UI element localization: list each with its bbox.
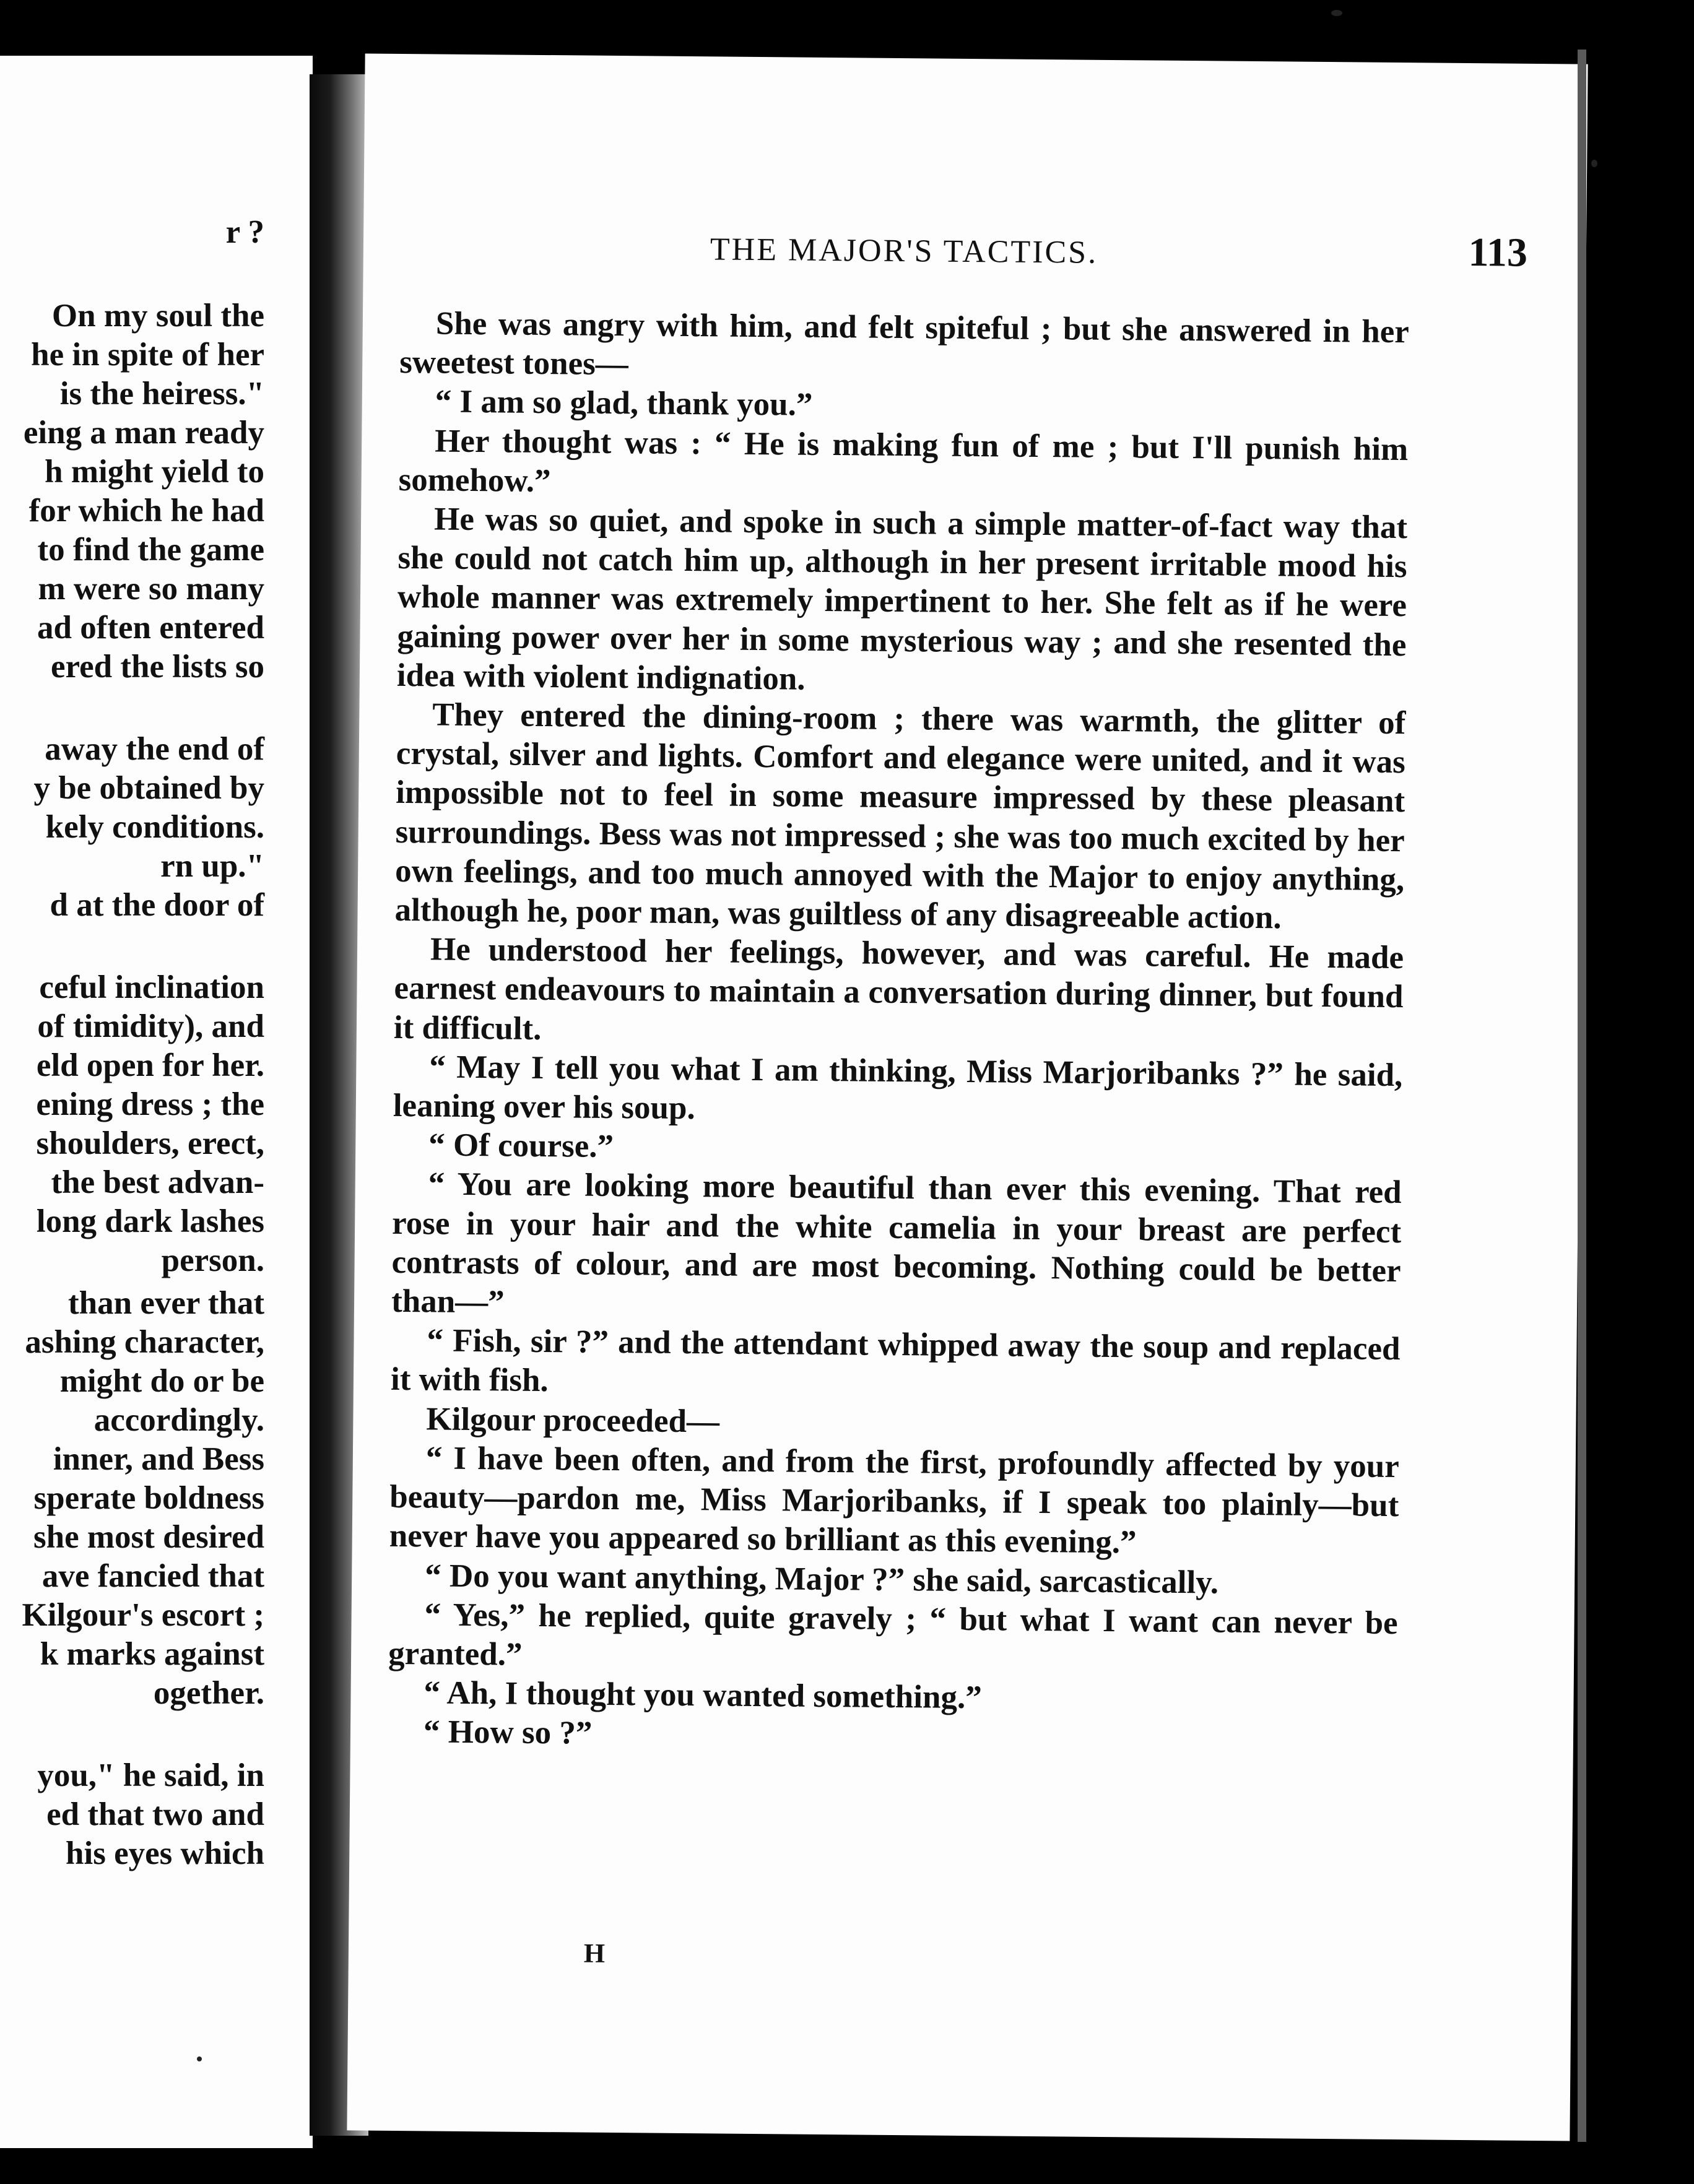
- left-page-line: ave fancied that: [41, 1558, 264, 1594]
- paragraph: “ How so ?”: [423, 1714, 593, 1752]
- paragraph: He understood her feelings, however, and was careful. He made earnest endeavours to maintain a conversation during dinner, but found it difficult.: [393, 931, 1404, 1047]
- left-page-line: eing a man ready: [23, 415, 264, 451]
- left-page-line: is the heiress.": [59, 376, 264, 412]
- left-page-line: rn up.": [160, 848, 264, 884]
- left-page-line: might do or be: [59, 1363, 264, 1399]
- left-page-line: inner, and Bess: [53, 1441, 264, 1477]
- left-page-line: ered the lists so: [51, 649, 264, 685]
- left-page-line: ening dress ; the: [36, 1086, 264, 1122]
- left-page-line: ceful inclination: [39, 969, 264, 1005]
- left-page-line: the best advan-: [51, 1164, 264, 1200]
- paragraph: “ I am so glad, thank you.”: [435, 383, 813, 423]
- left-page-line: of timidity), and: [37, 1008, 264, 1044]
- left-page-line: she most desired: [33, 1519, 264, 1555]
- paragraph: She was angry with him, and felt spiteful ; but she answered in her sweetest tones—: [399, 305, 1410, 383]
- left-page-line: to find the game: [37, 532, 264, 568]
- paragraph: “ Yes,” he replied, quite gravely ; “ but what I want can never be granted.”: [388, 1597, 1398, 1673]
- left-page-line: for which he had: [28, 493, 264, 529]
- paragraph: “ Do you want anything, Major ?” she said, sarcastically.: [424, 1557, 1219, 1601]
- signature-mark: H: [583, 1938, 606, 1969]
- left-page-line: y be obtained by: [33, 770, 264, 806]
- left-page: [0, 56, 313, 2148]
- left-page-line: ashing character,: [25, 1324, 264, 1360]
- left-page-line: person.: [161, 1242, 264, 1278]
- body-text: [388, 304, 1409, 1761]
- left-page-line: his eyes which: [66, 1835, 264, 1871]
- paragraph: “ Of course.”: [428, 1127, 614, 1165]
- left-page-line: Kilgour's escort ;: [22, 1597, 264, 1633]
- paragraph: Her thought was : “ He is making fun of me ; but I'll punish him somehow.”: [398, 423, 1409, 499]
- paragraph: “ Fish, sir ?” and the attendant whipped away the soup and replaced it with fish.: [390, 1322, 1401, 1399]
- left-page-line: On my soul the: [51, 298, 264, 334]
- left-page-line: kely conditions.: [45, 809, 264, 845]
- left-page-line: than ever that: [68, 1285, 264, 1321]
- paragraph: “ I have been often, and from the first, profoundly affected by your beauty—pardon me, Miss Marjoribanks, if I speak too plainly—but never have you appeared so brilliant as this evening.”: [389, 1440, 1400, 1561]
- left-page-line: k marks against: [40, 1636, 264, 1672]
- left-page-line: ed that two and: [46, 1796, 264, 1832]
- left-page-line: h might yield to: [45, 454, 264, 490]
- left-page-line: sperate boldness: [33, 1480, 264, 1516]
- paragraph: “ May I tell you what I am thinking, Miss Marjoribanks ?” he said, leaning over his soup.: [393, 1049, 1403, 1127]
- left-page-line: away the end of: [45, 731, 264, 767]
- paragraph: Kilgour proceeded—: [426, 1401, 720, 1440]
- paragraph: “ Ah, I thought you wanted something.”: [423, 1675, 982, 1716]
- page-edge: [1578, 50, 1586, 2142]
- paragraph: They entered the dining-room ; there was warmth, the glitter of crystal, silver and lights. Comfort and elegance were united, and it was impossible not to feel in some measure impressed by these pleasant surroundings. Bess was not impressed ; she was too much excited by her own feelings, and too much annoyed with the Major to enjoy anything, although he, poor man, was guiltless of any disagreeable action.: [394, 696, 1406, 936]
- left-page-line: d at the door of: [50, 887, 264, 923]
- running-header: THE MAJOR'S TACTICS.: [710, 232, 1098, 271]
- left-page-line: you," he said, in: [37, 1757, 264, 1793]
- dust-speck: [1591, 160, 1597, 167]
- left-page-line: ogether.: [153, 1675, 264, 1711]
- dust-speck: [1331, 10, 1342, 16]
- left-page-line: ad often entered: [37, 610, 264, 646]
- left-page-line: accordingly.: [93, 1402, 264, 1438]
- left-page-line: m were so many: [38, 571, 264, 607]
- left-page-line: r ?: [225, 214, 264, 250]
- right-page: [347, 53, 1588, 2141]
- paragraph: “ You are looking more beautiful than ever this evening. That red rose in your hair and the white camelia in your breast are perfect contrasts of colour, and are most becoming. Nothing could be better than—”: [391, 1166, 1402, 1320]
- paragraph: He was so quiet, and spoke in such a simple matter-of-fact way that she could not catch him up, although in her present irritable mood his whole manner was extremely impertinent to her. She felt as if he were gaining power over her in some mysterious way ; and she resented the idea with violent indignation.: [396, 501, 1408, 697]
- left-page-line: he in spite of her: [31, 337, 264, 373]
- left-page-line: eld open for her.: [36, 1047, 264, 1083]
- left-page-line: long dark lashes: [36, 1203, 264, 1239]
- page-number: 113: [1468, 230, 1528, 275]
- dust-speck: [197, 2056, 202, 2061]
- left-page-line: shoulders, erect,: [36, 1125, 264, 1161]
